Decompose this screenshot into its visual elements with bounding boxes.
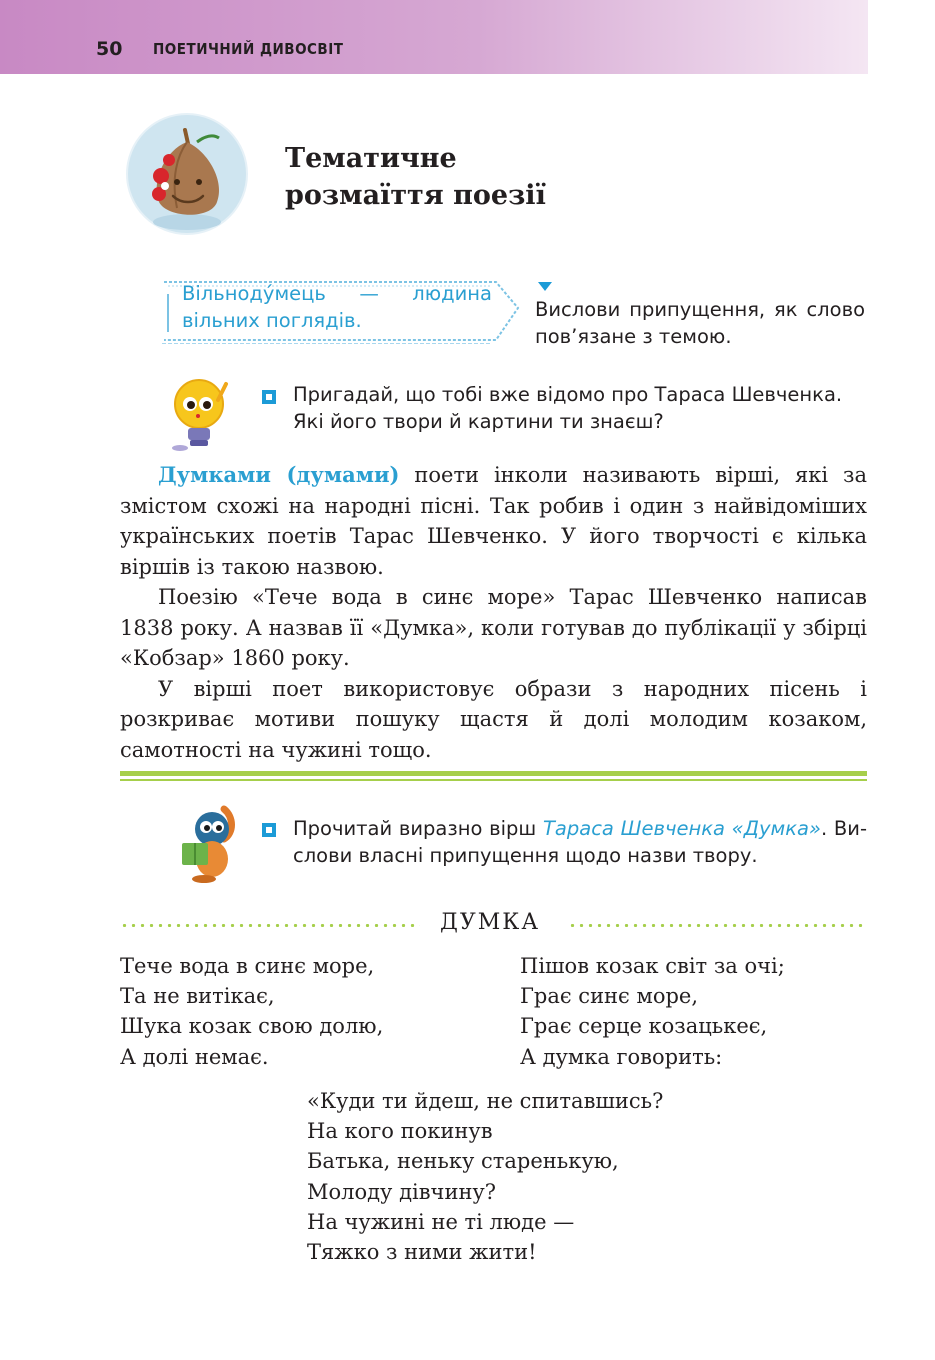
poem-line: Пішов козак світ за очі;	[520, 954, 785, 978]
recall-task-line1: Пригадай, що тобі вже відомо про Тараса Шевченка.	[293, 383, 843, 406]
lightbulb-character-icon	[166, 374, 236, 452]
section-title: ПОЕТИЧНИЙ ДИВОСВІТ	[153, 40, 344, 58]
body-paragraph-3: У вірші поет використовує образи з народних пісень і розкриває мотиви пошуку щастя й долі молодим козаком, самотності на чужині тощо.	[120, 676, 867, 762]
section-divider	[120, 771, 867, 776]
poem-line: Молоду дівчину?	[307, 1179, 497, 1204]
dotted-rule-left	[120, 924, 420, 927]
read-task-text	[293, 815, 867, 869]
lesson-title-line1: Тематичне	[285, 143, 457, 174]
read-task-prefix: Прочитай виразно вірш	[293, 817, 544, 840]
read-task-suffix: . Вислови власні припущення щодо назви твору.	[293, 817, 867, 867]
body-paragraph-1	[120, 460, 867, 582]
poem-line: Батька, неньку старенькую,	[307, 1149, 619, 1174]
poem-reference-link[interactable]: Тараса Шевченка «Думка»	[543, 817, 821, 840]
body-paragraphs	[120, 460, 867, 765]
poem-line: Тече вода в синє море,	[120, 954, 375, 978]
term-dumky: Думками (думами)	[158, 462, 400, 487]
poem-line: А думка говорить:	[520, 1044, 723, 1069]
section-divider-thin	[120, 779, 867, 781]
reading-character-icon	[178, 803, 238, 885]
task-bullet-icon	[262, 823, 276, 837]
poem-line: Та не витікає,	[120, 984, 275, 1009]
body-paragraph-1-text: поети інколи називають вірші, які за змістом схожі на народні пісні. Так робив і один з найвідоміших українських поетів Тарас Шевченко. У його творчості є кілька віршів із такою назвою.	[120, 463, 867, 579]
poem-line: «Куди ти йдеш, не спитавшись?	[307, 1089, 664, 1113]
poem-line: Грає синє море,	[520, 984, 699, 1009]
poem-line: На кого покинув	[307, 1119, 493, 1144]
triangle-marker-icon	[538, 282, 552, 291]
vocabulary-note-text: Вільнодýмець — людина вільних поглядів.	[182, 282, 492, 332]
poem-title: ДУМКА	[440, 910, 540, 935]
poem-line: Грає серце козацькеє,	[520, 1014, 768, 1039]
dotted-rule-right	[568, 924, 867, 927]
lesson-title-line2: розмаїття поезії	[285, 180, 546, 211]
poem-line: А долі немає.	[120, 1044, 269, 1069]
header-band	[0, 0, 868, 74]
poem-line: На чужині не ті люде —	[307, 1209, 575, 1234]
poem-stanza-2	[520, 951, 785, 1072]
page-number: 50	[96, 38, 123, 60]
poem-line: Шука козак свою долю,	[120, 1014, 384, 1039]
lesson-title	[285, 140, 546, 214]
recall-task-line2: Які його твори й картини ти знаєш?	[293, 410, 664, 433]
poem-line: Тяжко з ними жити!	[307, 1240, 537, 1265]
body-paragraph-2: Поезію «Тече вода в синє море» Тарас Шевченко написав 1838 року. А назвав її «Думка», коли готував до публікації у збірці «Кобзар» 1860 року.	[120, 585, 867, 670]
poem-stanza-3	[307, 1086, 663, 1267]
task-bullet-icon	[262, 390, 276, 404]
chestnut-character-icon	[125, 112, 249, 236]
vocabulary-note	[160, 278, 522, 344]
poem-stanza-1	[120, 951, 383, 1072]
predict-task-text: Вислови припущення, як слово пов’язане з темою.	[535, 298, 865, 348]
